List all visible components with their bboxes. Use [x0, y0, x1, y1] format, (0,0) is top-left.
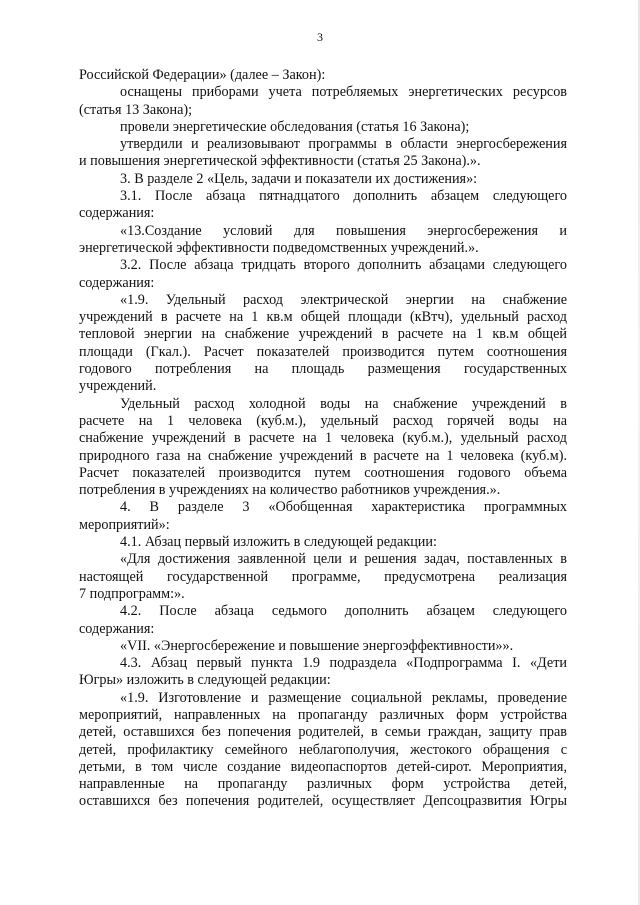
text-line: 3. В разделе 2 «Цель, задачи и показатели их достижения»: [120, 170, 478, 187]
text-line: содержания: [79, 274, 155, 291]
text-line: «1.9. Удельный расход электрической энергии на снабжение [120, 291, 567, 308]
text-line: детьми, в том числе создание видеопаспортов детей-сирот. Мероприятия, [79, 758, 567, 775]
text-line: природного газа на снабжение учреждений в расчете на 1 человека (куб.м). [79, 447, 567, 464]
text-line: провели энергетические обследования (статья 16 Закона); [120, 118, 470, 135]
text-line: тепловой энергии на снабжение учреждений в расчете на 1 кв.м общей [79, 326, 567, 343]
text-line: Российской Федерации» (далее – Закон): [79, 67, 326, 83]
text-line: Расчет показателей производится путем соотношения годового объема [79, 464, 567, 481]
text-line: детей, профилактику семейного неблагополучия, жестокого обращения с [79, 741, 567, 758]
text-line: Югры» изложить в следующей редакции: [79, 672, 331, 689]
text-line: мероприятий»: [79, 516, 170, 533]
text-line: Удельный расход холодной воды на снабжение учреждений в [120, 395, 567, 412]
text-line: 7 подпрограмм:». [79, 585, 185, 602]
text-line: содержания: [79, 620, 155, 637]
text-line: мероприятий, направленных на пропаганду различных форм устройства [79, 706, 567, 723]
text-line: содержания: [79, 205, 155, 222]
text-line: 4. В разделе 3 «Обобщенная характеристика программных [120, 499, 567, 516]
text-line: 4.1. Абзац первый изложить в следующей редакции: [120, 534, 437, 551]
text-line: (статья 13 Закона); [79, 101, 193, 118]
text-line: «Для достижения заявленной цели и решения задач, поставленных в [120, 551, 567, 568]
text-line: оставшихся без попечения родителей, осуществляет Депсоцразвития Югры [79, 793, 567, 810]
text-line: направленные на пропаганду различных форм устройства детей, [79, 776, 567, 793]
text-line: «13.Создание условий для повышения энергосбережения и [120, 222, 567, 239]
text-line: 3.2. После абзаца тридцать второго дополнить абзацами следующего [120, 257, 567, 274]
text-line: учреждений в расчете на 1 кв.м общей площади (кВтч), удельный расход [79, 309, 567, 326]
text-line: годового потребления на площадь размещения государственных [79, 361, 567, 378]
document-body [79, 67, 567, 811]
text-line: учреждений. [79, 378, 157, 395]
text-line: «VII. «Энергосбережение и повышение энергоэффективности»». [120, 637, 514, 654]
text-line: потребления в учреждениях на количество работников учреждения.». [79, 482, 501, 499]
text-line: и повышения энергетической эффективности (статья 25 Закона).». [79, 153, 481, 170]
text-line: утвердили и реализовывают программы в области энергосбережения [120, 136, 567, 153]
page-number: 3 [317, 30, 323, 44]
text-line: снабжение учреждений в расчете на 1 человека (куб.м.), удельный расход [79, 430, 567, 447]
text-line: детей, оставшихся без попечения родителей, в семьи граждан, защиту прав [79, 724, 567, 741]
text-line: оснащены приборами учета потребляемых энергетических ресурсов [120, 84, 567, 101]
text-line: 3.1. После абзаца пятнадцатого дополнить абзацем следующего [120, 188, 567, 205]
text-line: энергетической эффективности подведомственных учреждений.». [79, 239, 479, 256]
text-line: 4.2. После абзаца седьмого дополнить абзацем следующего [120, 603, 567, 620]
text-line: настоящей государственной программе, предусмотрена реализация [79, 568, 567, 585]
text-line: площади (Гкал.). Расчет показателей производится путем соотношения [79, 343, 567, 360]
text-line: расчете на 1 человека (куб.м.), удельный расход горячей воды на [79, 412, 567, 429]
text-line: 4.3. Абзац первый пункта 1.9 подраздела «Подпрограмма I. «Дети [120, 655, 567, 672]
text-line: «1.9. Изготовление и размещение социальной рекламы, проведение [120, 689, 567, 706]
